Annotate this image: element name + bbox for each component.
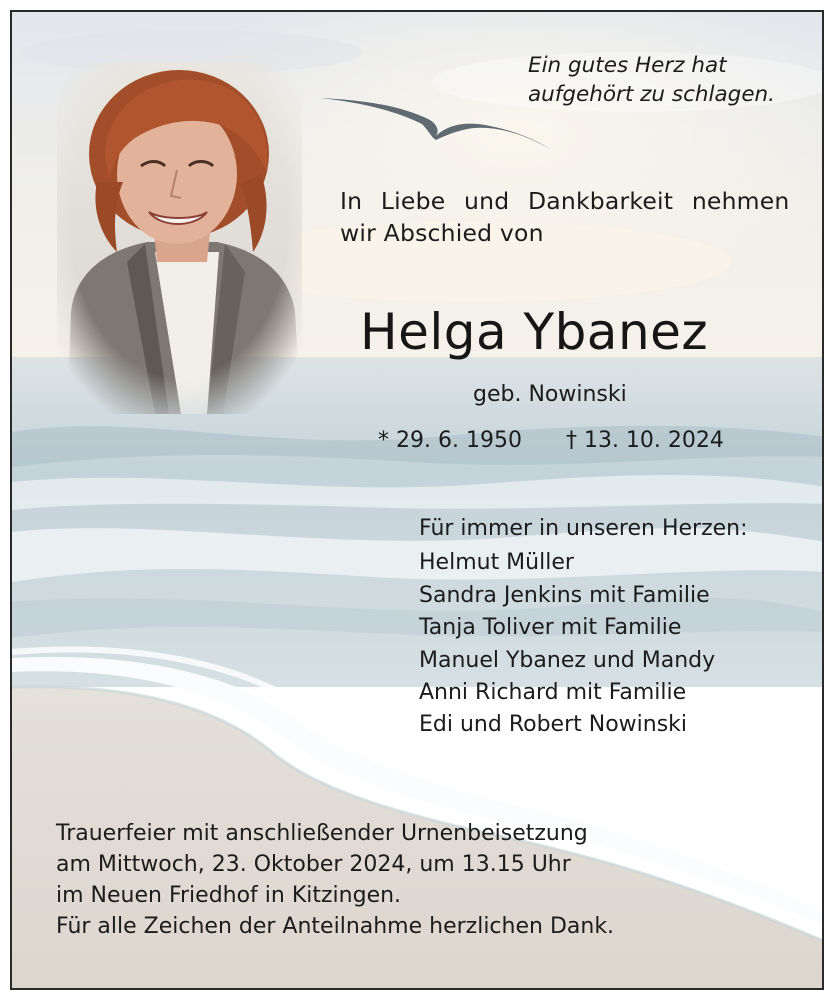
seagull-icon (318, 90, 558, 150)
intro-line-1: In Liebe und Dankbarkeit nehmen (340, 187, 790, 215)
mourner-name: Anni Richard mit Familie (419, 680, 687, 706)
mourner-name: Tanja Toliver mit Familie (419, 615, 682, 641)
service-line-4: Für alle Zeichen der Anteilnahme herzlichen Dank. (56, 914, 615, 939)
mourner-name: Helmut Müller (419, 550, 574, 576)
mourners-list (419, 513, 748, 742)
mourners-heading: Für immer in unseren Herzen: (419, 516, 748, 541)
motto-line-1: Ein gutes Herz hat (528, 53, 727, 78)
mourner-name: Sandra Jenkins mit Familie (419, 582, 710, 608)
life-dates (378, 426, 724, 456)
mourner-name: Edi und Robert Nowinski (419, 712, 688, 738)
service-line-2: am Mittwoch, 23. Oktober 2024, um 13.15 Uhr (56, 852, 571, 877)
obituary-notice (10, 10, 824, 990)
intro-line-2: wir Abschied von (340, 219, 544, 247)
motto-line-2: aufgehört zu schlagen. (528, 82, 776, 107)
mourner-name: Manuel Ybanez und Mandy (419, 647, 716, 673)
portrait-photo (57, 62, 302, 414)
intro-text (340, 185, 790, 249)
birth-date: * 29. 6. 1950 (378, 428, 522, 453)
motto (528, 51, 775, 109)
maiden-name: geb. Nowinski (473, 382, 627, 407)
service-details (56, 818, 614, 942)
service-line-1: Trauerfeier mit anschließender Urnenbeisetzung (56, 821, 588, 846)
deceased-name: Helga Ybanez (360, 303, 709, 361)
death-date: † 13. 10. 2024 (565, 428, 724, 453)
service-line-3: im Neuen Friedhof in Kitzingen. (56, 883, 402, 908)
